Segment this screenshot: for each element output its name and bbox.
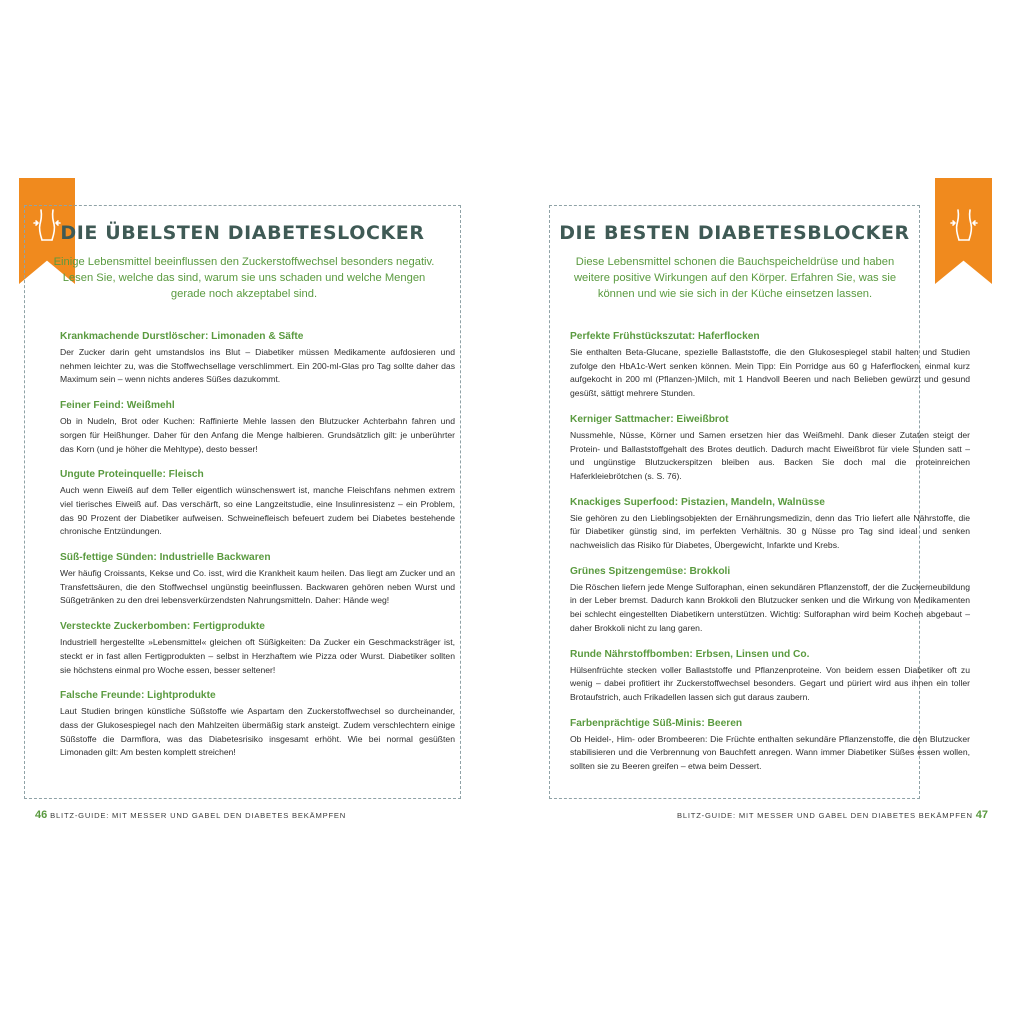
section-list xyxy=(570,330,970,786)
section-item xyxy=(60,468,455,539)
page-footer xyxy=(35,809,346,821)
section-heading: Knackiges Superfood: Pistazien, Mandeln, Walnüsse xyxy=(570,496,825,508)
section-heading: Falsche Freunde: Lightprodukte xyxy=(60,690,216,702)
page-number: 47 xyxy=(975,809,988,821)
section-item xyxy=(570,565,970,636)
section-item xyxy=(570,648,970,705)
section-text: Nussmehle, Nüsse, Körner und Samen ersetzen hier das Weißmehl. Dank dieser Zutaten steigt der Protein- und Ballaststoffgehalt des Brotes deutlich. Dadurch macht Eiweißbrot für viele Stunden satt – und ungünstige Blutzuckerspitzen bleiben aus. Backen Sie doch mal die proteinreichen Haferkleiebrötchen (s. S. 76). xyxy=(570,429,970,481)
section-text: Ob in Nudeln, Brot oder Kuchen: Raffinierte Mehle lassen den Blutzucker Achterbahn fahren und sorgen für Heißhunger. Daher für den Anfang die Menge halbieren. Grundsätzlich gilt: je unberührter das Korn (und je höher die Mehltype), desto besser! xyxy=(60,416,455,454)
section-heading: Farbenprächtige Süß-Minis: Beeren xyxy=(570,717,743,729)
section-item xyxy=(60,551,455,608)
section-list xyxy=(60,330,455,772)
right-page xyxy=(512,0,1024,1024)
page-title: DIE BESTEN DIABETESBLOCKER xyxy=(559,222,910,244)
page-title: DIE ÜBELSTEN DIABETESLOCKER xyxy=(60,222,425,244)
section-text: Ob Heidel-, Him- oder Brombeeren: Die Früchte enthalten sekundäre Pflanzenstoffe, die den Blutzucker stabilisieren und die Verbrennung von Bauchfett anregen. Wann immer Diabetiker Süßes essen wollen, sollten sie zu Beeren greifen – etwa beim Dessert. xyxy=(570,733,970,772)
section-item xyxy=(570,330,970,401)
section-text: Auch wenn Eiweiß auf dem Teller eigentlich wünschenswert ist, manche Fleischfans nehmen extrem viel tierisches Eiweiß auf. Das verschärft, so eine Langzeitstudie, eine Insulinresistenz – ein Problem, das 90 Prozent der Diabetiker aufweisen. Schweinefleisch befeuert zudem bei Diabetes bestehende chronische Entzündungen. xyxy=(60,485,455,537)
section-text: Hülsenfrüchte stecken voller Ballaststoffe und Pflanzenproteine. Von beidem essen Diabetiker oft zu wenig – dabei profitiert ihr Zuckerstoffwechsel besonders. Gegart und püriert wird aus ihnen ein toller Brotaufstrich, auch Frikadellen lassen sich gut daraus zaubern. xyxy=(570,664,970,702)
section-heading: Runde Nährstoffbomben: Erbsen, Linsen und Co. xyxy=(570,648,810,660)
waist-figure-icon xyxy=(949,208,979,242)
section-item xyxy=(570,717,970,774)
page-number: 46 xyxy=(35,809,48,821)
section-text: Laut Studien bringen künstliche Süßstoffe wie Aspartam den Zuckerstoffwechsel so durcheinander, dass der Glukosespiegel nach den Mahlzeiten übermäßig stark ansteigt. Zudem verschlechtern einige Süßstoffe die Darmflora, was das Diabetesrisiko insgesamt erhöht. Wie bei normal gesüßten Limonaden gilt: Am besten komplett streichen! xyxy=(60,706,455,758)
section-text: Die Röschen liefern jede Menge Sulforaphan, einen sekundären Pflanzenstoff, der die Zuckerneubildung in der Leber bremst. Dadurch kann Brokkoli den Blutzucker senken und die Wirkung von Medikamenten bei schlecht eingestellten Diabetikern unterstützen. Wichtig: Sulforaphan wird beim Kochen abgebaut – daher Brokkoli nicht zu lang garen. xyxy=(570,581,970,633)
footer-title: BLITZ-GUIDE: MIT MESSER UND GABEL DEN DIABETES BEKÄMPFEN xyxy=(676,811,973,820)
page-footer xyxy=(677,809,988,821)
section-item xyxy=(60,330,455,387)
section-heading: Kerniger Sattmacher: Eiweißbrot xyxy=(570,413,729,425)
section-item xyxy=(60,689,455,760)
section-heading: Versteckte Zuckerbomben: Fertigprodukte xyxy=(60,621,265,633)
section-heading: Grünes Spitzengemüse: Brokkoli xyxy=(570,565,731,577)
section-heading: Krankmachende Durstlöscher: Limonaden & Säfte xyxy=(60,331,304,342)
section-text: Sie gehören zu den Lieblingsobjekten der Ernährungsmedizin, denn das Trio liefert alle Nährstoffe, die für Diabetiker günstig sind, im perfekten Verhältnis. 30 g Nüsse pro Tag sind ideal und senken nachweislich das Risiko für Diabetes, Übergewicht, Infarkte und Krebs. xyxy=(570,512,970,551)
section-heading: Perfekte Frühstückszutat: Haferflocken xyxy=(570,331,760,342)
intro-text: Diese Lebensmittel schonen die Bauchspeicheldrüse und haben weitere positive Wirkungen auf den Körper. Erfahren Sie, was sie können und wie sie sich in der Küche einsetzen lassen. xyxy=(573,256,897,300)
section-text: Sie enthalten Beta-Glucane, spezielle Ballaststoffe, die den Glukosespiegel stabil halten und Studien zufolge den HbA1c-Wert senken können. Mein Tipp: Ein Porridge aus 60 g Haferflocken, einmal kurz aufgekocht in 200 ml (Pflanzen-)Milch, mit 1 Handvoll Beeren und nach Belieben gewürzt und gesund gesüßt, sättigt mehrere Stunden. xyxy=(570,347,970,399)
footer-title: BLITZ-GUIDE: MIT MESSER UND GABEL DEN DIABETES BEKÄMPFEN xyxy=(50,811,347,820)
section-heading: Süß-fettige Sünden: Industrielle Backwaren xyxy=(60,552,271,564)
section-item xyxy=(570,496,970,553)
section-text: Industriell hergestellte »Lebensmittel« gleichen oft Süßigkeiten: Da Zucker ein Geschmacksträger ist, steckt er in fast allen Fertigprodukten – selbst in Herzhaftem wie Pizza oder Wurst. Diabetiker sollten sie höchstens einmal pro Woche essen, besser seltener! xyxy=(60,637,455,675)
section-text: Wer häufig Croissants, Kekse und Co. isst, wird die Krankheit kaum heilen. Das liegt am Zucker und an Transfettsäuren, die den Stoffwechsel ungünstig beeinflussen. Backwaren gehören neben Wurst und Süßgetränken zu den drei lebensverkürzendsten Nahrungsmitteln. Daher: Hände weg! xyxy=(60,568,455,606)
section-heading: Ungute Proteinquelle: Fleisch xyxy=(60,469,204,481)
section-item xyxy=(60,399,455,456)
orange-bookmark-ribbon xyxy=(935,178,992,284)
intro-text: Einige Lebensmittel beeinflussen den Zuckerstoffwechsel besonders negativ. Lesen Sie, welche das sind, warum sie uns schaden und welche Mengen gerade noch akzeptabel sind. xyxy=(53,256,435,300)
section-item xyxy=(570,413,970,484)
section-text: Der Zucker darin geht umstandslos ins Blut – Diabetiker müssen Medikamente aufdosieren und nehmen leichter zu, was die Stoffwechsellage verschlimmert. Ein 200-ml-Glas pro Tag sollte daher das Maximum sein – wenn nichts anderes Süßes dazukommt. xyxy=(60,347,455,385)
section-heading: Feiner Feind: Weißmehl xyxy=(60,400,175,412)
section-item xyxy=(60,620,455,677)
